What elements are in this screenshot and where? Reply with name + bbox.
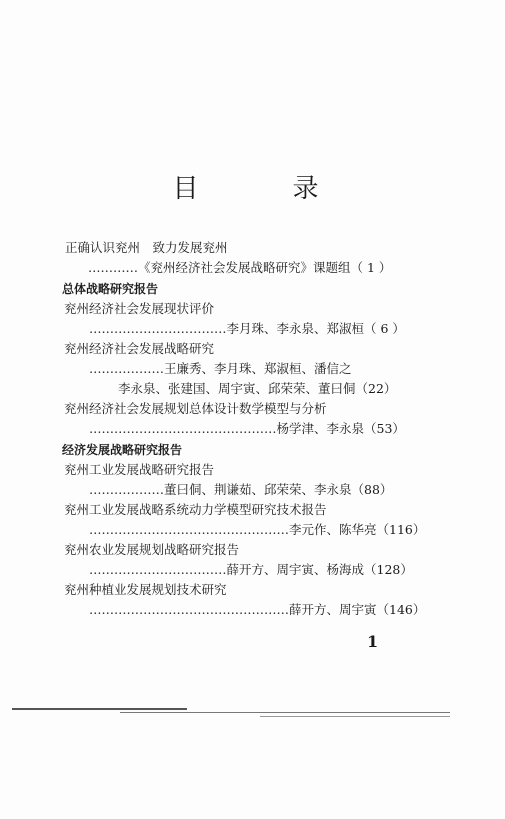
toc-entry-title: 兖州工业发展战略研究报告 [64,462,215,477]
toc-entry-title: 兖州经济社会发展规划总体设计数学模型与分析 [64,401,327,416]
scan-rule [120,712,450,713]
toc-entry-title: 兖州种植业发展规划技术研究 [64,582,227,597]
toc-entry-title: 兖州工业发展战略系统动力学模型研究技术报告 [64,502,327,517]
toc-entry-title: 正确认识兖州 致力发展兖州 [65,240,228,255]
toc-entry-title: 兖州农业发展规划战略研究报告 [64,542,240,557]
page-number: 1 [367,632,379,651]
scan-rule [12,708,187,710]
toc-entry-author: …………《兖州经济社会发展战略研究》课题组（ 1 ） [88,260,392,275]
toc-entry-author: …………………………………………薛开方、周宇寅（146） [89,602,426,617]
section-heading: 经济发展战略研究报告 [62,443,183,457]
toc-entry-author: …………………………………………李元作、陈华亮（116） [89,522,426,537]
section-heading: 总体战略研究报告 [62,282,159,296]
page-title: 目 录 [172,174,353,204]
toc-entry-author: ……………………………薛开方、周宇寅、杨海成（128） [89,562,413,577]
toc-entry-author: ………………董曰侗、荆谦茹、邱荣荣、李永泉（88） [89,482,393,497]
toc-entry-title: 兖州经济社会发展战略研究 [64,341,215,356]
toc-entry-title: 兖州经济社会发展现状评价 [64,301,215,316]
toc-entry-author: ………………王廉秀、李月珠、郑淑桓、潘信之 [89,361,352,376]
scan-rule [260,716,450,717]
toc-entry-author: ………………………………………杨学津、李永泉（53） [89,421,405,436]
toc-entry-author: ……………………………李月珠、李永泉、郑淑桓（ 6 ） [89,321,405,336]
toc-entry-author: 李永泉、张建国、周宇寅、邱荣荣、董曰侗（22） [118,381,397,396]
